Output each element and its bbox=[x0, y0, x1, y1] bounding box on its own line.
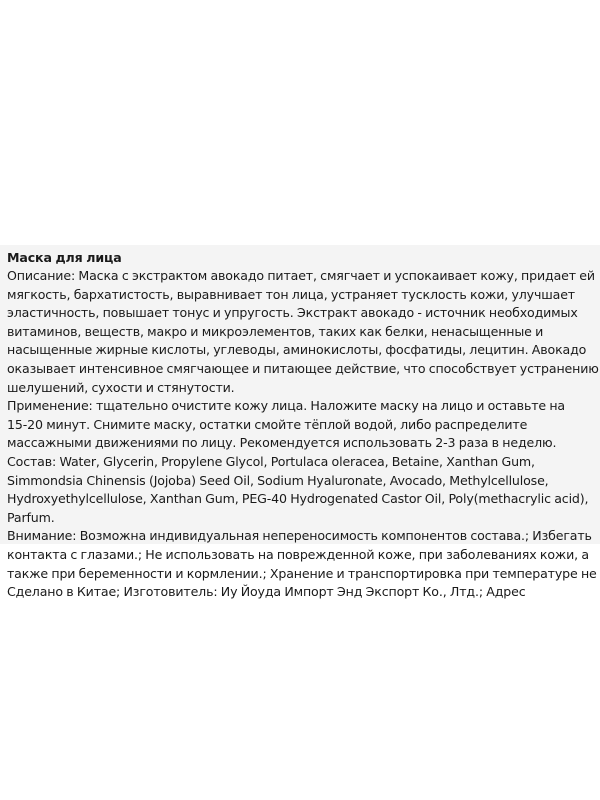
text-line: 15-20 минут. Снимите маску, остатки смойте тёплой водой, либо распределите bbox=[7, 416, 528, 432]
text-line: также при беременности и кормлении.; Хранение и транспортировка при температуре не bbox=[7, 565, 597, 581]
text-line: шелушений, сухости и стянутости. bbox=[7, 379, 235, 395]
text-line: контакта с глазами.; Не использовать на поврежденной коже, при заболеваниях кожи, а bbox=[7, 546, 589, 562]
text-line: оказывает интенсивное смягчающее и питающее действие, что способствует устранению bbox=[7, 360, 599, 376]
text-line: Hydroxyethylcellulose, Xanthan Gum, PEG-40 Hydrogenated Castor Oil, Poly(methacrylic acid), bbox=[7, 491, 589, 507]
text-line-usage: Применение: тщательно очистите кожу лица. Наложите маску на лицо и оставьте на bbox=[7, 398, 565, 414]
text-line: насыщенные жирные кислоты, углеводы, аминокислоты, фосфатиды, лецитин. Авокадо bbox=[7, 342, 587, 358]
product-description-panel bbox=[0, 245, 600, 600]
text-line: эластичность, повышает тонус и упругость. Экстракт авокадо - источник необходимых bbox=[7, 305, 578, 321]
text-line: витаминов, веществ, макро и микроэлементов, таких как белки, ненасыщенные и bbox=[7, 323, 544, 339]
text-line: Simmondsia Chinensis (Jojoba) Seed Oil, Sodium Hyaluronate, Avocado, Methylcellulose, bbox=[7, 472, 549, 488]
text-line: Parfum. bbox=[7, 509, 55, 525]
product-title: Маска для лица bbox=[7, 250, 122, 265]
text-line-manufacturer: Сделано в Китае; Изготовитель: Иу Йоуда Импорт Энд Экспорт Ко., Лтд.; Адрес bbox=[7, 584, 526, 600]
text-line-warning: Внимание: Возможна индивидуальная непереносимость компонентов состава.; Избегать bbox=[7, 528, 592, 544]
text-line: массажными движениями по лицу. Рекомендуется использовать 2-3 раза в неделю. bbox=[7, 435, 557, 451]
text-line-description: Описание: Маска с экстрактом авокадо питает, смягчает и успокаивает кожу, придает ей bbox=[7, 268, 595, 283]
text-line-ingredients: Состав: Water, Glycerin, Propylene Glycol, Portulaca oleracea, Betaine, Xanthan Gum, bbox=[7, 453, 535, 469]
text-line: мягкость, бархатистость, выравнивает тон лица, устраняет тусклость кожи, улучшает bbox=[7, 286, 575, 302]
